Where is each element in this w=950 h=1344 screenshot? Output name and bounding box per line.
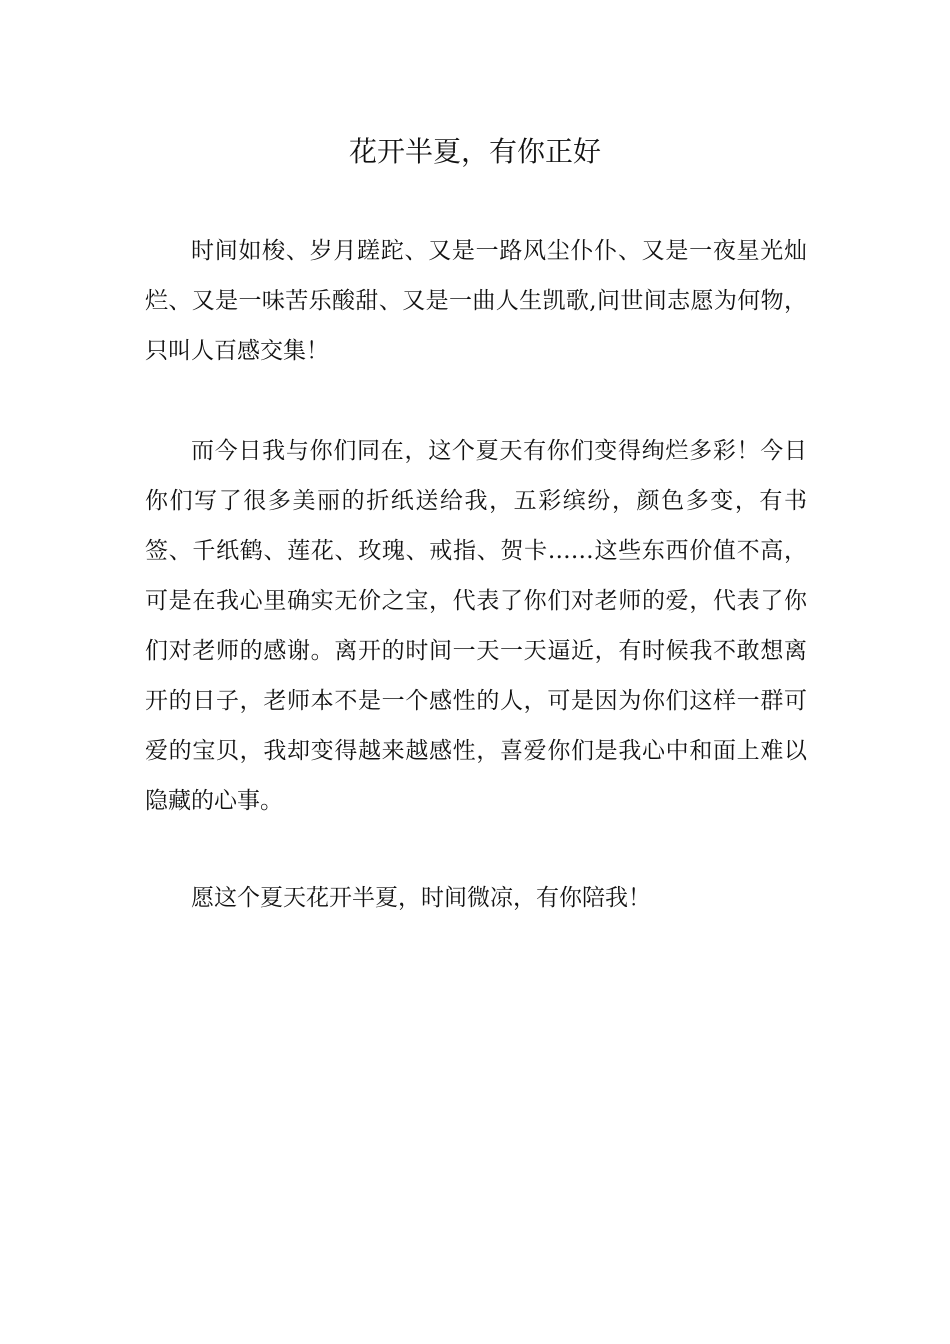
page-title: 花开半夏，有你正好	[348, 135, 601, 168]
paragraph-1: 时间如梭、岁月蹉跎、又是一路风尘仆仆、又是一夜星光灿烂、又是一味苦乐酸甜、又是一曲人生凯歌,问世间志愿为何物，只叫人百感交集！	[145, 238, 807, 364]
paragraph-3: 愿这个夏天花开半夏，时间微凉，有你陪我！	[191, 885, 651, 911]
paragraph-2: 而今日我与你们同在，这个夏天有你们变得绚烂多彩！今日你们写了很多美丽的折纸送给我，五彩缤纷，颜色多变，有书签、千纸鹤、莲花、玫瑰、戒指、贺卡……这些东西价值不高，可是在我心里确实无价之宝，代表了你们对老师的爱，代表了你们对老师的感谢。离开的时间一天一天逼近，有时候我不敢想离开的日子，老师本不是一个感性的人，可是因为你们这样一群可爱的宝贝，我却变得越来越感性，喜爱你们是我心中和面上难以隐藏的心事。	[145, 438, 807, 814]
